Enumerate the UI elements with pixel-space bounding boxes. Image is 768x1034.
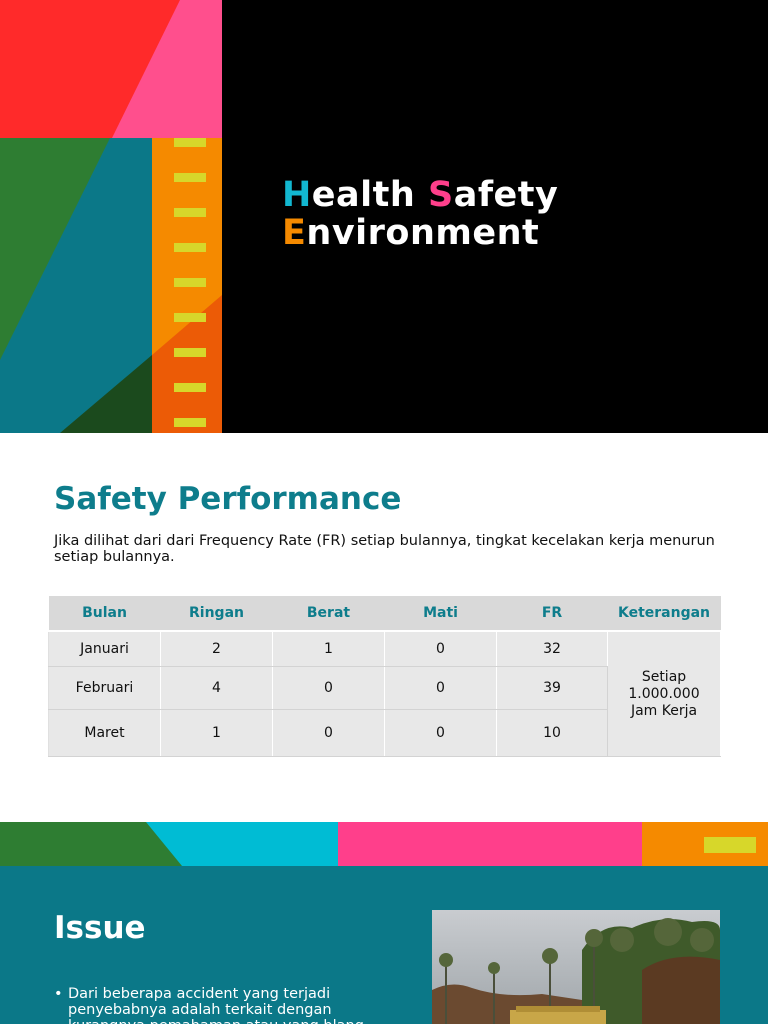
issue-bullet-list xyxy=(54,986,364,1034)
table-cell: Januari xyxy=(49,631,161,667)
title-slide xyxy=(0,0,768,433)
table-cell: Maret xyxy=(49,710,161,757)
table-cell: 39 xyxy=(497,667,608,710)
decorative-graphic xyxy=(0,0,222,433)
note-line: Setiap xyxy=(641,668,687,685)
note-line: 1.000.000 xyxy=(628,685,700,702)
bullet-icon: • xyxy=(54,986,63,1002)
performance-slide xyxy=(0,433,768,822)
header-mati: Mati xyxy=(385,596,497,631)
title-initial-s: S xyxy=(427,175,454,215)
table-cell: 32 xyxy=(497,631,608,667)
title-word-health: ealth xyxy=(311,175,428,215)
list-item xyxy=(54,986,364,1034)
performance-table xyxy=(48,596,721,757)
table-cell: 2 xyxy=(161,631,273,667)
table-cell: 4 xyxy=(161,667,273,710)
title-word-safety: afety xyxy=(453,175,559,215)
title-initial-h: H xyxy=(282,175,312,215)
issue-slide xyxy=(0,822,768,1034)
table-cell: Februari xyxy=(49,667,161,710)
table-cell: 1 xyxy=(273,631,385,667)
table-cell: 10 xyxy=(497,710,608,757)
header-keterangan: Keterangan xyxy=(608,596,721,631)
table-cell: 0 xyxy=(273,667,385,710)
table-cell: 0 xyxy=(385,710,497,757)
performance-title: Safety Performance xyxy=(54,481,402,517)
site-photo-icon xyxy=(432,910,720,1024)
bullet-text: Dari beberapa accident yang terjadi penyebabnya adalah terkait dengan kurangnya pemahaman atau yang blang xyxy=(68,986,364,1034)
title-initial-e: E xyxy=(282,213,307,253)
keterangan-cell xyxy=(608,631,721,757)
table-cell: 0 xyxy=(385,667,497,710)
table-cell: 0 xyxy=(273,710,385,757)
table-cell: 1 xyxy=(161,710,273,757)
table-cell: 0 xyxy=(385,631,497,667)
header-bulan: Bulan xyxy=(49,596,161,631)
performance-description: Jika dilihat dari dari Frequency Rate (FR) setiap bulannya, tingkat kecelakan kerja menurun setiap bulannya. xyxy=(54,533,715,565)
header-fr: FR xyxy=(497,596,608,631)
table-header-row xyxy=(49,596,721,631)
title-word-environment: nvironment xyxy=(306,213,540,253)
header-berat: Berat xyxy=(273,596,385,631)
issue-title: Issue xyxy=(54,910,146,946)
table-row xyxy=(49,631,721,667)
note-line: Jam Kerja xyxy=(630,702,698,719)
color-band xyxy=(0,822,768,866)
slide-title xyxy=(282,176,558,252)
header-ringan: Ringan xyxy=(161,596,273,631)
